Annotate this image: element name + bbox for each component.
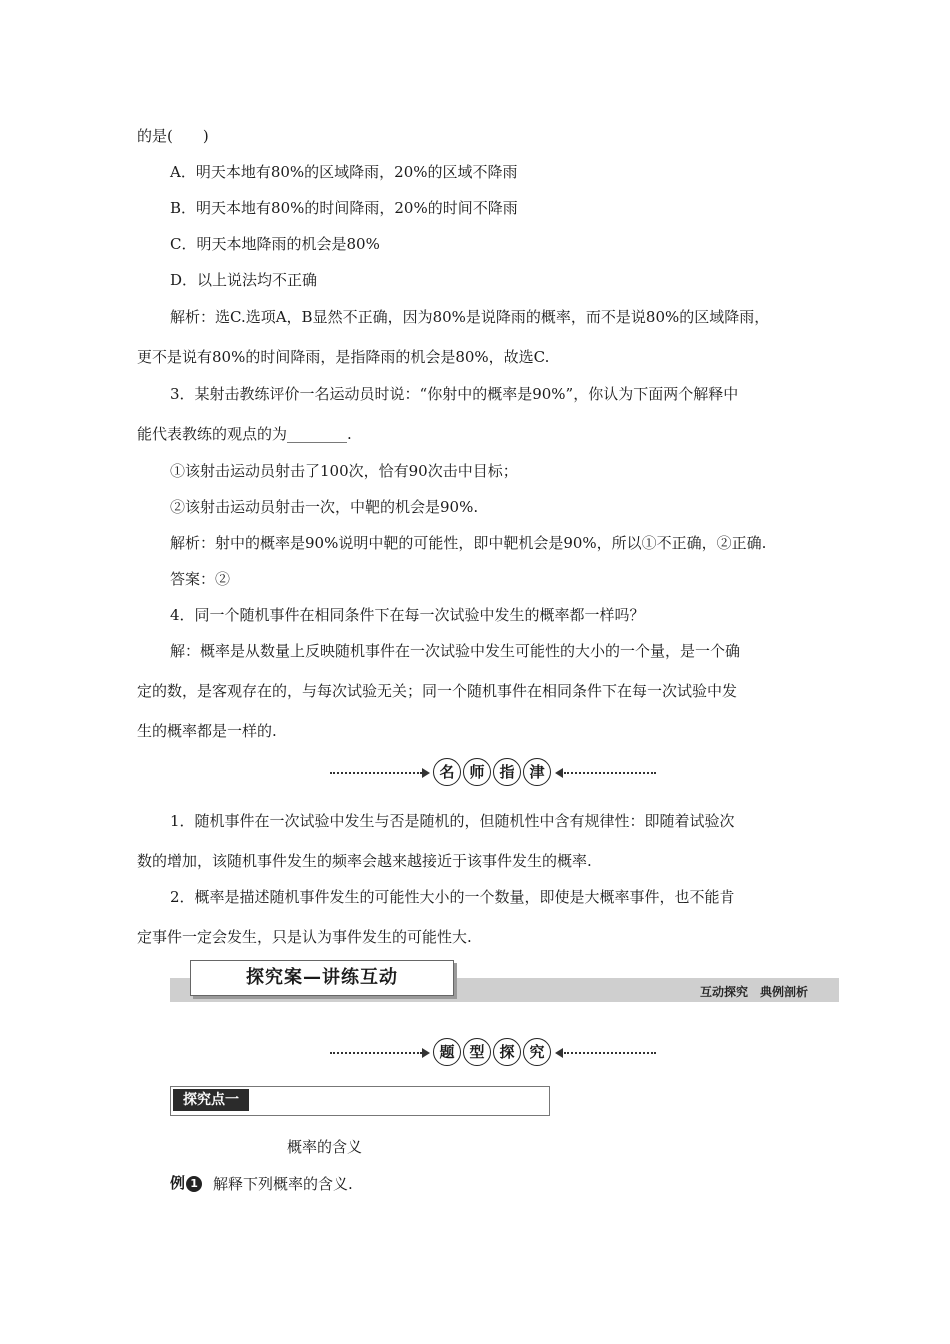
section-title: 探究案—讲练互动 (190, 960, 454, 996)
option-c: C．明天本地降雨的机会是80% (170, 235, 380, 253)
tips-char-1: 名 (433, 758, 461, 786)
question-3-line2: 能代表教练的观点的为________. (137, 425, 352, 443)
example-number: 1 (186, 1176, 202, 1192)
tip-1-line1: 1．随机事件在一次试验中发生与否是随机的，但随机性中含有规律性：即随着试验次 (170, 812, 735, 830)
types-char-2: 型 (463, 1038, 491, 1066)
solution-4-line3: 生的概率都是一样的. (137, 722, 277, 740)
analysis-2-line1: 解析：选C.选项A，B显然不正确，因为80%是说降雨的概率，而不是说80%的区域降雨， (170, 308, 770, 326)
question-stem-end: 的是( ) (137, 127, 209, 145)
section-subtitle: 互动探究 典例剖析 (700, 985, 809, 999)
tips-char-4: 津 (523, 758, 551, 786)
tip-1-line2: 数的增加，该随机事件发生的频率会越来越接近于该事件发生的概率. (137, 852, 592, 870)
example-label: 例 (170, 1174, 186, 1192)
question-4: 4．同一个随机事件在相同条件下在每一次试验中发生的概率都一样吗？ (170, 606, 645, 624)
types-char-4: 究 (523, 1038, 551, 1066)
option-b: B．明天本地有80%的时间降雨，20%的时间不降雨 (170, 199, 518, 217)
analysis-2-line2: 更不是说有80%的时间降雨，是指降雨的机会是80%，故选C. (137, 348, 550, 366)
solution-4-line1: 解：概率是从数量上反映随机事件在一次试验中发生可能性的大小的一个量，是一个确 (170, 642, 741, 660)
statement-1: ①该射击运动员射击了100次，恰有90次击中目标； (170, 462, 518, 480)
example-marker (170, 1172, 202, 1193)
types-char-1: 题 (433, 1038, 461, 1066)
tip-2-line2: 定事件一定会发生，只是认为事件发生的可能性大. (137, 928, 472, 946)
solution-4-line2: 定的数，是客观存在的，与每次试验无关；同一个随机事件在相同条件下在每一次试验中发 (137, 682, 738, 700)
tip-2-line1: 2．概率是描述随机事件发生的可能性大小的一个数量，即使是大概率事件，也不能肯 (170, 888, 735, 906)
statement-2: ②该射击运动员射击一次，中靶的机会是90%. (170, 498, 479, 516)
types-char-3: 探 (493, 1038, 521, 1066)
option-d: D．以上说法均不正确 (170, 271, 318, 289)
tips-char-3: 指 (493, 758, 521, 786)
option-a: A．明天本地有80%的区域降雨，20%的区域不降雨 (170, 163, 518, 181)
answer-3: 答案：② (170, 570, 231, 588)
explore-point-label: 探究点一 (173, 1089, 249, 1111)
example-text: 解释下列概率的含义. (213, 1175, 353, 1193)
explore-topic: 概率的含义 (287, 1138, 363, 1156)
analysis-3: 解析：射中的概率是90%说明中靶的可能性，即中靶机会是90%，所以①不正确，②正确. (170, 534, 767, 552)
tips-char-2: 师 (463, 758, 491, 786)
question-3-line1: 3．某射击教练评价一名运动员时说：“你射中的概率是90%”，你认为下面两个解释中 (170, 385, 739, 403)
